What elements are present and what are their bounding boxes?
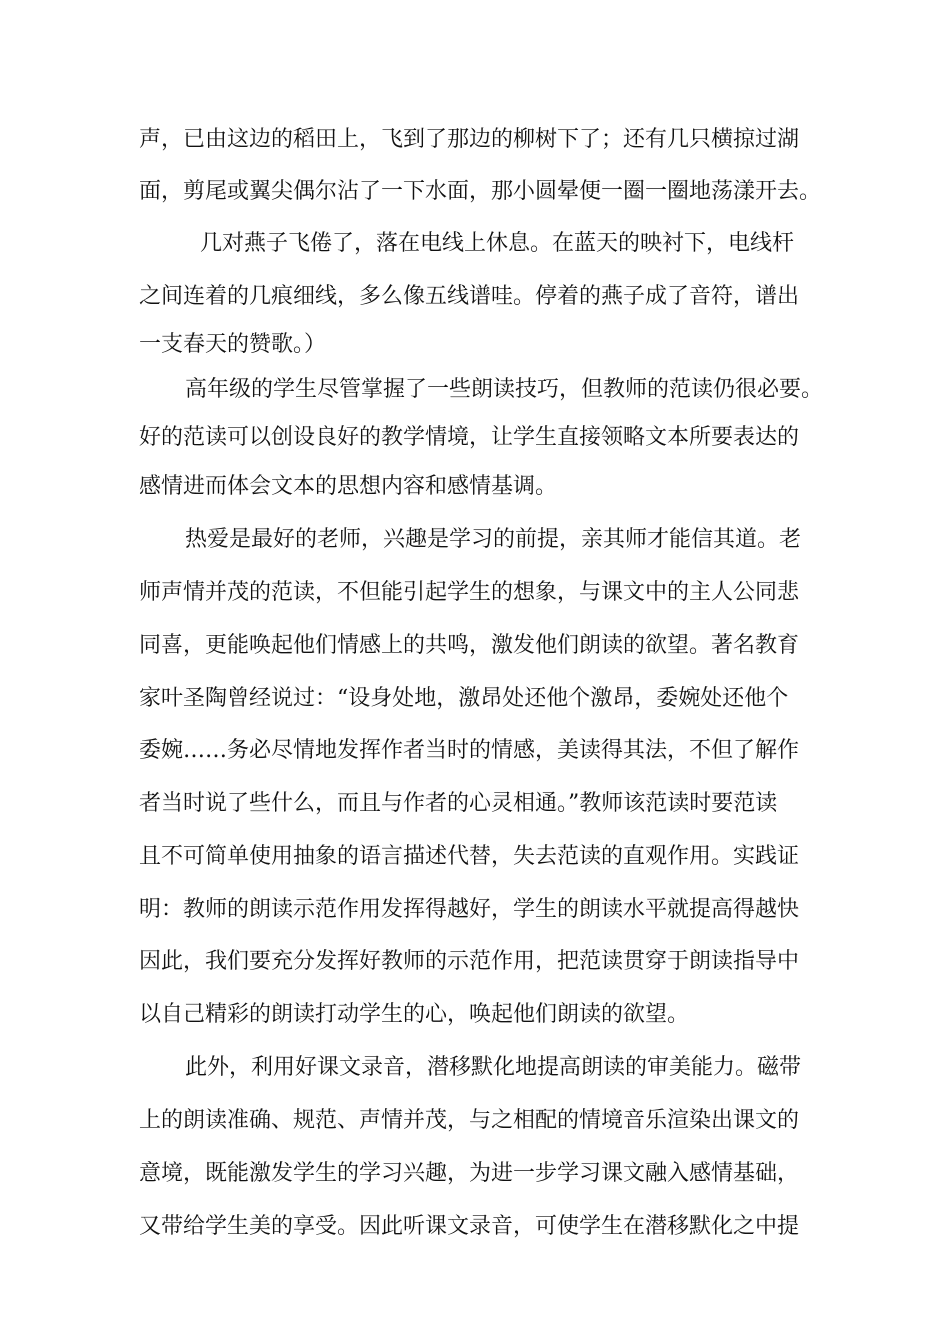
- text-line: 者当时说了些什么，而且与作者的心灵相通。”教师该范读时要范读: [139, 791, 778, 816]
- text-line: 以自己精彩的朗读打动学生的心，唤起他们朗读的欲望。: [139, 1002, 690, 1027]
- text-line: 同喜，更能唤起他们情感上的共鸣，激发他们朗读的欲望。著名教育: [139, 633, 800, 658]
- text-line: 一支春天的赞歌。）: [139, 332, 327, 357]
- text-line: 家叶圣陶曾经说过：“设身处地，激昂处还他个激昂，委婉处还他个: [139, 686, 789, 711]
- text-line: 感情进而体会文本的思想内容和感情基调。: [139, 474, 558, 499]
- text-line: 又带给学生美的享受。因此听课文录音，可使学生在潜移默化之中提: [139, 1214, 800, 1239]
- text-line: 面，剪尾或翼尖偶尔沾了一下水面，那小圆晕便一圈一圈地荡漾开去。: [139, 179, 822, 204]
- text-line: 上的朗读准确、规范、声情并茂，与之相配的情境音乐渲染出课文的: [139, 1108, 800, 1133]
- paragraph-start-line: 几对燕子飞倦了，落在电线上休息。在蓝天的映衬下，电线杆: [200, 231, 795, 256]
- text-line: 明：教师的朗读示范作用发挥得越好，学生的朗读水平就提高得越快: [139, 897, 800, 922]
- text-line: 因此，我们要充分发挥好教师的示范作用，把范读贯穿于朗读指导中: [139, 949, 800, 974]
- paragraph-start-line: 此外，利用好课文录音，潜移默化地提高朗读的审美能力。磁带: [185, 1055, 802, 1080]
- paragraph-start-line: 热爱是最好的老师，兴趣是学习的前提，亲其师才能信其道。老: [185, 527, 802, 552]
- paragraph-start-line: 高年级的学生尽管掌握了一些朗读技巧，但教师的范读仍很必要。: [185, 377, 824, 402]
- text-line: 声，已由这边的稻田上，飞到了那边的柳树下了；还有几只横掠过湖: [139, 127, 800, 152]
- text-line: 之间连着的几痕细线，多么像五线谱哇。停着的燕子成了音符，谱出: [139, 284, 800, 309]
- text-line: 且不可简单使用抽象的语言描述代替，失去范读的直观作用。实践证: [139, 844, 800, 869]
- text-line: 意境，既能激发学生的学习兴趣，为进一步学习课文融入感情基础，: [139, 1161, 800, 1186]
- text-line: 好的范读可以创设良好的教学情境，让学生直接领略文本所要表达的: [139, 425, 800, 450]
- text-line: 委婉……务必尽情地发挥作者当时的情感，美读得其法，不但了解作: [139, 738, 800, 763]
- text-line: 师声情并茂的范读，不但能引起学生的想象，与课文中的主人公同悲: [139, 580, 800, 605]
